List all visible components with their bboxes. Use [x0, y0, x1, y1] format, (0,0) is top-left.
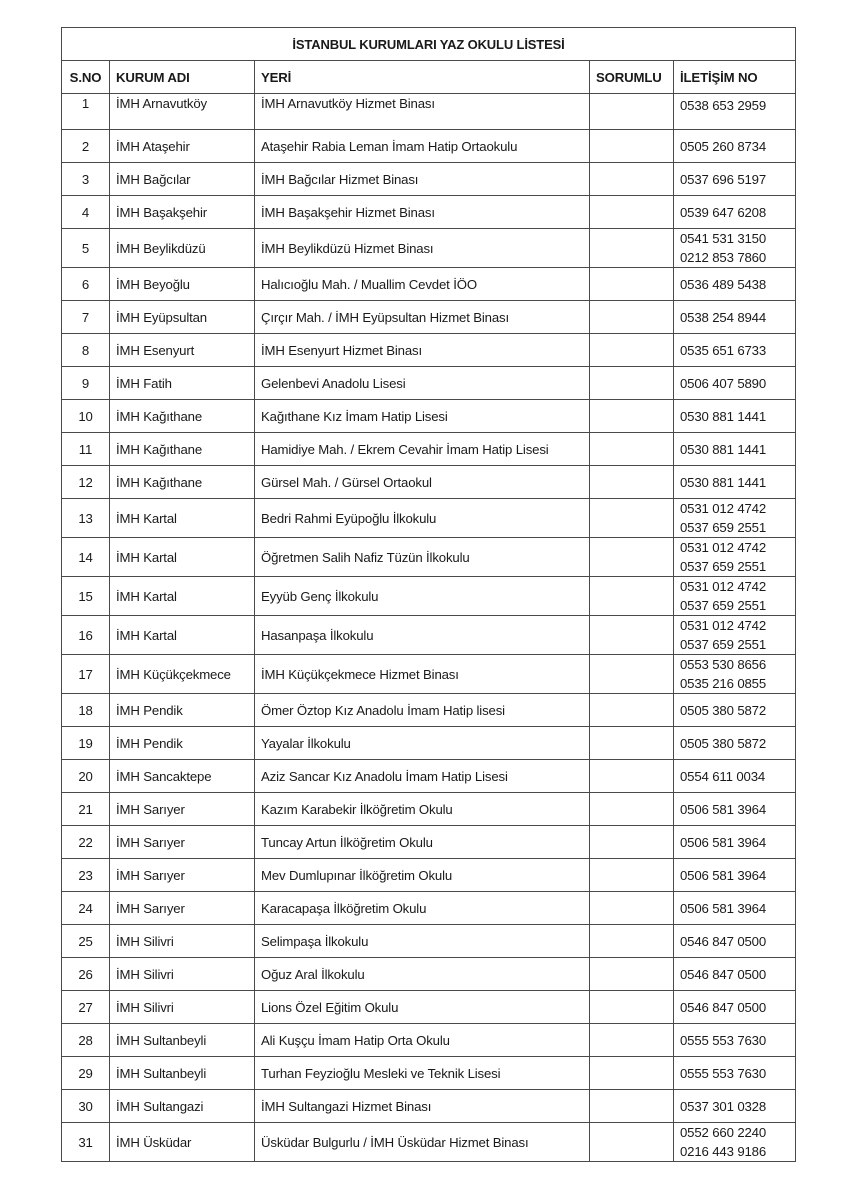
cell-sno: 21: [62, 793, 110, 826]
cell-iletisim-no: [674, 991, 796, 1024]
table-row: [62, 433, 796, 466]
phone-number: 0538 254 8944: [680, 309, 767, 325]
cell-kurum-adi: İMH Sultanbeyli: [110, 1057, 255, 1090]
table-row: [62, 367, 796, 400]
cell-kurum-adi: İMH Kağıthane: [110, 466, 255, 499]
cell-sno: 3: [62, 163, 110, 196]
cell-sno: 1: [62, 94, 110, 130]
cell-iletisim-no: [674, 616, 796, 655]
cell-yeri: Bedri Rahmi Eyüpoğlu İlkokulu: [255, 499, 590, 538]
cell-kurum-adi: İMH Silivri: [110, 991, 255, 1024]
table-row: [62, 1123, 796, 1162]
phone-number: 0506 407 5890: [680, 375, 767, 391]
table-body: [62, 94, 796, 1162]
cell-kurum-adi: İMH Kartal: [110, 577, 255, 616]
phone-number: 0552 660 2240: [680, 1125, 767, 1140]
table-row: [62, 727, 796, 760]
cell-sno: 25: [62, 925, 110, 958]
cell-iletisim-no: [674, 1123, 796, 1162]
cell-iletisim-no: [674, 925, 796, 958]
phone-number: 0554 611 0034: [680, 768, 766, 784]
cell-iletisim-no: [674, 859, 796, 892]
phone-number: 0535 651 6733: [680, 342, 767, 358]
cell-kurum-adi: İMH Başakşehir: [110, 196, 255, 229]
phone-number: 0546 847 0500: [680, 999, 767, 1015]
cell-sorumlu: [590, 694, 674, 727]
column-header-kurum-adi: KURUM ADI: [110, 61, 255, 94]
cell-iletisim-no: [674, 727, 796, 760]
cell-sorumlu: [590, 727, 674, 760]
cell-kurum-adi: İMH Silivri: [110, 958, 255, 991]
phone-number: 0553 530 8656: [680, 657, 767, 672]
cell-sno: 24: [62, 892, 110, 925]
table-row: [62, 760, 796, 793]
table-row: [62, 577, 796, 616]
phone-number: 0546 847 0500: [680, 966, 767, 982]
cell-iletisim-no: [674, 334, 796, 367]
phone-number: 0530 881 1441: [680, 408, 767, 424]
column-header-yeri: YERİ: [255, 61, 590, 94]
cell-kurum-adi: İMH Küçükçekmece: [110, 655, 255, 694]
cell-kurum-adi: İMH Kartal: [110, 538, 255, 577]
cell-iletisim-no: [674, 130, 796, 163]
cell-sno: 5: [62, 229, 110, 268]
cell-yeri: Aziz Sancar Kız Anadolu İmam Hatip Lisesi: [255, 760, 590, 793]
cell-sno: 17: [62, 655, 110, 694]
cell-iletisim-no: [674, 1090, 796, 1123]
cell-sorumlu: [590, 433, 674, 466]
cell-sorumlu: [590, 196, 674, 229]
cell-yeri: Tuncay Artun İlköğretim Okulu: [255, 826, 590, 859]
cell-sorumlu: [590, 538, 674, 577]
cell-yeri: İMH Beylikdüzü Hizmet Binası: [255, 229, 590, 268]
phone-number: 0537 659 2551: [680, 520, 767, 535]
cell-iletisim-no: [674, 196, 796, 229]
cell-kurum-adi: İMH Pendik: [110, 727, 255, 760]
table-row: [62, 1090, 796, 1123]
phone-number: 0531 012 4742: [680, 579, 767, 594]
phone-number: 0506 581 3964: [680, 834, 767, 850]
cell-kurum-adi: İMH Sultangazi: [110, 1090, 255, 1123]
cell-yeri: Turhan Feyzioğlu Mesleki ve Teknik Lisesi: [255, 1057, 590, 1090]
cell-sorumlu: [590, 1024, 674, 1057]
cell-yeri: İMH Sultangazi Hizmet Binası: [255, 1090, 590, 1123]
table-header-row: [62, 61, 796, 94]
table-row: [62, 94, 796, 130]
cell-kurum-adi: İMH Üsküdar: [110, 1123, 255, 1162]
cell-sno: 19: [62, 727, 110, 760]
cell-yeri: Hamidiye Mah. / Ekrem Cevahir İmam Hatip Lisesi: [255, 433, 590, 466]
cell-yeri: Karacapaşa İlköğretim Okulu: [255, 892, 590, 925]
phone-number: 0530 881 1441: [680, 474, 767, 490]
phone-number: 0537 301 0328: [680, 1098, 767, 1114]
table-row: [62, 334, 796, 367]
cell-yeri: İMH Arnavutköy Hizmet Binası: [255, 94, 590, 130]
cell-sorumlu: [590, 334, 674, 367]
cell-sno: 11: [62, 433, 110, 466]
cell-sno: 27: [62, 991, 110, 1024]
cell-kurum-adi: İMH Kartal: [110, 499, 255, 538]
cell-sorumlu: [590, 499, 674, 538]
phone-number: 0505 380 5872: [680, 735, 767, 751]
cell-sno: 22: [62, 826, 110, 859]
table-row: [62, 991, 796, 1024]
cell-iletisim-no: [674, 367, 796, 400]
cell-iletisim-no: [674, 793, 796, 826]
cell-yeri: Halıcıoğlu Mah. / Muallim Cevdet İÖO: [255, 268, 590, 301]
cell-kurum-adi: İMH Sarıyer: [110, 793, 255, 826]
table-row: [62, 400, 796, 433]
cell-sno: 23: [62, 859, 110, 892]
table-row: [62, 196, 796, 229]
cell-sorumlu: [590, 793, 674, 826]
cell-sno: 20: [62, 760, 110, 793]
cell-sorumlu: [590, 925, 674, 958]
cell-sorumlu: [590, 1123, 674, 1162]
cell-sno: 4: [62, 196, 110, 229]
cell-kurum-adi: İMH Sarıyer: [110, 826, 255, 859]
cell-iletisim-no: [674, 694, 796, 727]
cell-iletisim-no: [674, 163, 796, 196]
phone-number: 0505 380 5872: [680, 702, 767, 718]
cell-iletisim-no: [674, 400, 796, 433]
cell-kurum-adi: İMH Kartal: [110, 616, 255, 655]
phone-number: 0537 659 2551: [680, 559, 767, 574]
cell-kurum-adi: İMH Bağcılar: [110, 163, 255, 196]
cell-sorumlu: [590, 301, 674, 334]
cell-yeri: Selimpaşa İlkokulu: [255, 925, 590, 958]
cell-kurum-adi: İMH Pendik: [110, 694, 255, 727]
table-row: [62, 301, 796, 334]
cell-yeri: Gelenbevi Anadolu Lisesi: [255, 367, 590, 400]
cell-sno: 16: [62, 616, 110, 655]
cell-kurum-adi: İMH Arnavutköy: [110, 94, 255, 130]
table-row: [62, 892, 796, 925]
cell-sorumlu: [590, 958, 674, 991]
cell-iletisim-no: [674, 94, 796, 130]
cell-yeri: Ataşehir Rabia Leman İmam Hatip Ortaokulu: [255, 130, 590, 163]
cell-kurum-adi: İMH Sarıyer: [110, 892, 255, 925]
cell-yeri: Oğuz Aral İlkokulu: [255, 958, 590, 991]
table-row: [62, 499, 796, 538]
cell-sno: 15: [62, 577, 110, 616]
cell-kurum-adi: İMH Sarıyer: [110, 859, 255, 892]
phone-number: 0537 659 2551: [680, 598, 767, 613]
cell-sorumlu: [590, 268, 674, 301]
cell-kurum-adi: İMH Sancaktepe: [110, 760, 255, 793]
cell-sno: 30: [62, 1090, 110, 1123]
table-row: [62, 229, 796, 268]
cell-kurum-adi: İMH Kağıthane: [110, 400, 255, 433]
phone-number: 0531 012 4742: [680, 618, 767, 633]
cell-yeri: Çırçır Mah. / İMH Eyüpsultan Hizmet Binası: [255, 301, 590, 334]
table-row: [62, 925, 796, 958]
cell-yeri: Hasanpaşa İlkokulu: [255, 616, 590, 655]
cell-iletisim-no: [674, 268, 796, 301]
cell-kurum-adi: İMH Sultanbeyli: [110, 1024, 255, 1057]
table-row: [62, 163, 796, 196]
table-title-row: [62, 28, 796, 61]
cell-yeri: Kazım Karabekir İlköğretim Okulu: [255, 793, 590, 826]
cell-iletisim-no: [674, 499, 796, 538]
cell-sno: 31: [62, 1123, 110, 1162]
cell-sno: 6: [62, 268, 110, 301]
phone-number: 0531 012 4742: [680, 501, 767, 516]
cell-kurum-adi: İMH Fatih: [110, 367, 255, 400]
cell-sorumlu: [590, 616, 674, 655]
phone-number: 0538 653 2959: [680, 98, 767, 113]
cell-iletisim-no: [674, 538, 796, 577]
cell-kurum-adi: İMH Esenyurt: [110, 334, 255, 367]
cell-sorumlu: [590, 991, 674, 1024]
cell-yeri: Mev Dumlupınar İlköğretim Okulu: [255, 859, 590, 892]
table-row: [62, 538, 796, 577]
cell-sno: 10: [62, 400, 110, 433]
phone-number: 0555 553 7630: [680, 1065, 767, 1081]
column-header-iletisim-no: İLETİŞİM NO: [674, 61, 796, 94]
cell-sno: 13: [62, 499, 110, 538]
cell-yeri: Yayalar İlkokulu: [255, 727, 590, 760]
cell-sno: 12: [62, 466, 110, 499]
phone-number: 0535 216 0855: [680, 676, 767, 691]
cell-iletisim-no: [674, 577, 796, 616]
cell-kurum-adi: İMH Ataşehir: [110, 130, 255, 163]
cell-sorumlu: [590, 1057, 674, 1090]
table-row: [62, 616, 796, 655]
cell-yeri: İMH Başakşehir Hizmet Binası: [255, 196, 590, 229]
phone-number: 0506 581 3964: [680, 867, 767, 883]
cell-yeri: Ömer Öztop Kız Anadolu İmam Hatip lisesi: [255, 694, 590, 727]
cell-iletisim-no: [674, 892, 796, 925]
cell-iletisim-no: [674, 826, 796, 859]
phone-number: 0212 853 7860: [680, 250, 767, 265]
cell-kurum-adi: İMH Beyoğlu: [110, 268, 255, 301]
cell-iletisim-no: [674, 1057, 796, 1090]
cell-sorumlu: [590, 892, 674, 925]
cell-iletisim-no: [674, 655, 796, 694]
phone-number: 0537 659 2551: [680, 637, 767, 652]
cell-sno: 28: [62, 1024, 110, 1057]
phone-number: 0541 531 3150: [680, 231, 767, 246]
cell-sno: 29: [62, 1057, 110, 1090]
phone-number: 0537 696 5197: [680, 171, 767, 187]
cell-iletisim-no: [674, 466, 796, 499]
cell-sorumlu: [590, 655, 674, 694]
cell-sorumlu: [590, 400, 674, 433]
cell-sno: 14: [62, 538, 110, 577]
cell-yeri: Kağıthane Kız İmam Hatip Lisesi: [255, 400, 590, 433]
cell-sorumlu: [590, 367, 674, 400]
cell-yeri: İMH Küçükçekmece Hizmet Binası: [255, 655, 590, 694]
summer-school-table: [61, 27, 796, 1162]
column-header-sno: S.NO: [62, 61, 110, 94]
phone-number: 0555 553 7630: [680, 1032, 767, 1048]
table-row: [62, 958, 796, 991]
cell-kurum-adi: İMH Beylikdüzü: [110, 229, 255, 268]
table-row: [62, 793, 796, 826]
cell-kurum-adi: İMH Kağıthane: [110, 433, 255, 466]
phone-number: 0530 881 1441: [680, 441, 767, 457]
cell-sno: 2: [62, 130, 110, 163]
table-row: [62, 859, 796, 892]
phone-number: 0216 443 9186: [680, 1144, 767, 1159]
cell-kurum-adi: İMH Eyüpsultan: [110, 301, 255, 334]
cell-sorumlu: [590, 826, 674, 859]
cell-sorumlu: [590, 163, 674, 196]
cell-iletisim-no: [674, 433, 796, 466]
phone-number: 0546 847 0500: [680, 933, 767, 949]
cell-iletisim-no: [674, 958, 796, 991]
table-title: İSTANBUL KURUMLARI YAZ OKULU LİSTESİ: [62, 28, 796, 61]
cell-sno: 26: [62, 958, 110, 991]
cell-sorumlu: [590, 760, 674, 793]
cell-sno: 7: [62, 301, 110, 334]
cell-iletisim-no: [674, 301, 796, 334]
cell-yeri: İMH Esenyurt Hizmet Binası: [255, 334, 590, 367]
phone-number: 0506 581 3964: [680, 900, 767, 916]
cell-sorumlu: [590, 130, 674, 163]
cell-sorumlu: [590, 94, 674, 130]
table-row: [62, 1057, 796, 1090]
cell-yeri: Öğretmen Salih Nafiz Tüzün İlkokulu: [255, 538, 590, 577]
cell-sno: 8: [62, 334, 110, 367]
cell-iletisim-no: [674, 1024, 796, 1057]
column-header-sorumlu: SORUMLU: [590, 61, 674, 94]
cell-sorumlu: [590, 1090, 674, 1123]
cell-iletisim-no: [674, 229, 796, 268]
cell-yeri: Üsküdar Bulgurlu / İMH Üsküdar Hizmet Binası: [255, 1123, 590, 1162]
table-row: [62, 130, 796, 163]
table-row: [62, 694, 796, 727]
cell-sorumlu: [590, 859, 674, 892]
cell-yeri: Ali Kuşçu İmam Hatip Orta Okulu: [255, 1024, 590, 1057]
cell-sno: 18: [62, 694, 110, 727]
phone-number: 0539 647 6208: [680, 204, 767, 220]
cell-iletisim-no: [674, 760, 796, 793]
table-row: [62, 826, 796, 859]
cell-sorumlu: [590, 466, 674, 499]
cell-yeri: Gürsel Mah. / Gürsel Ortaokul: [255, 466, 590, 499]
phone-number: 0531 012 4742: [680, 540, 767, 555]
cell-sorumlu: [590, 577, 674, 616]
cell-kurum-adi: İMH Silivri: [110, 925, 255, 958]
cell-yeri: İMH Bağcılar Hizmet Binası: [255, 163, 590, 196]
phone-number: 0506 581 3964: [680, 801, 767, 817]
phone-number: 0505 260 8734: [680, 138, 767, 154]
table-row: [62, 1024, 796, 1057]
table-row: [62, 268, 796, 301]
table-row: [62, 655, 796, 694]
cell-yeri: Eyyüb Genç İlkokulu: [255, 577, 590, 616]
cell-sno: 9: [62, 367, 110, 400]
phone-number: 0536 489 5438: [680, 276, 767, 292]
cell-sorumlu: [590, 229, 674, 268]
cell-yeri: Lions Özel Eğitim Okulu: [255, 991, 590, 1024]
table-row: [62, 466, 796, 499]
